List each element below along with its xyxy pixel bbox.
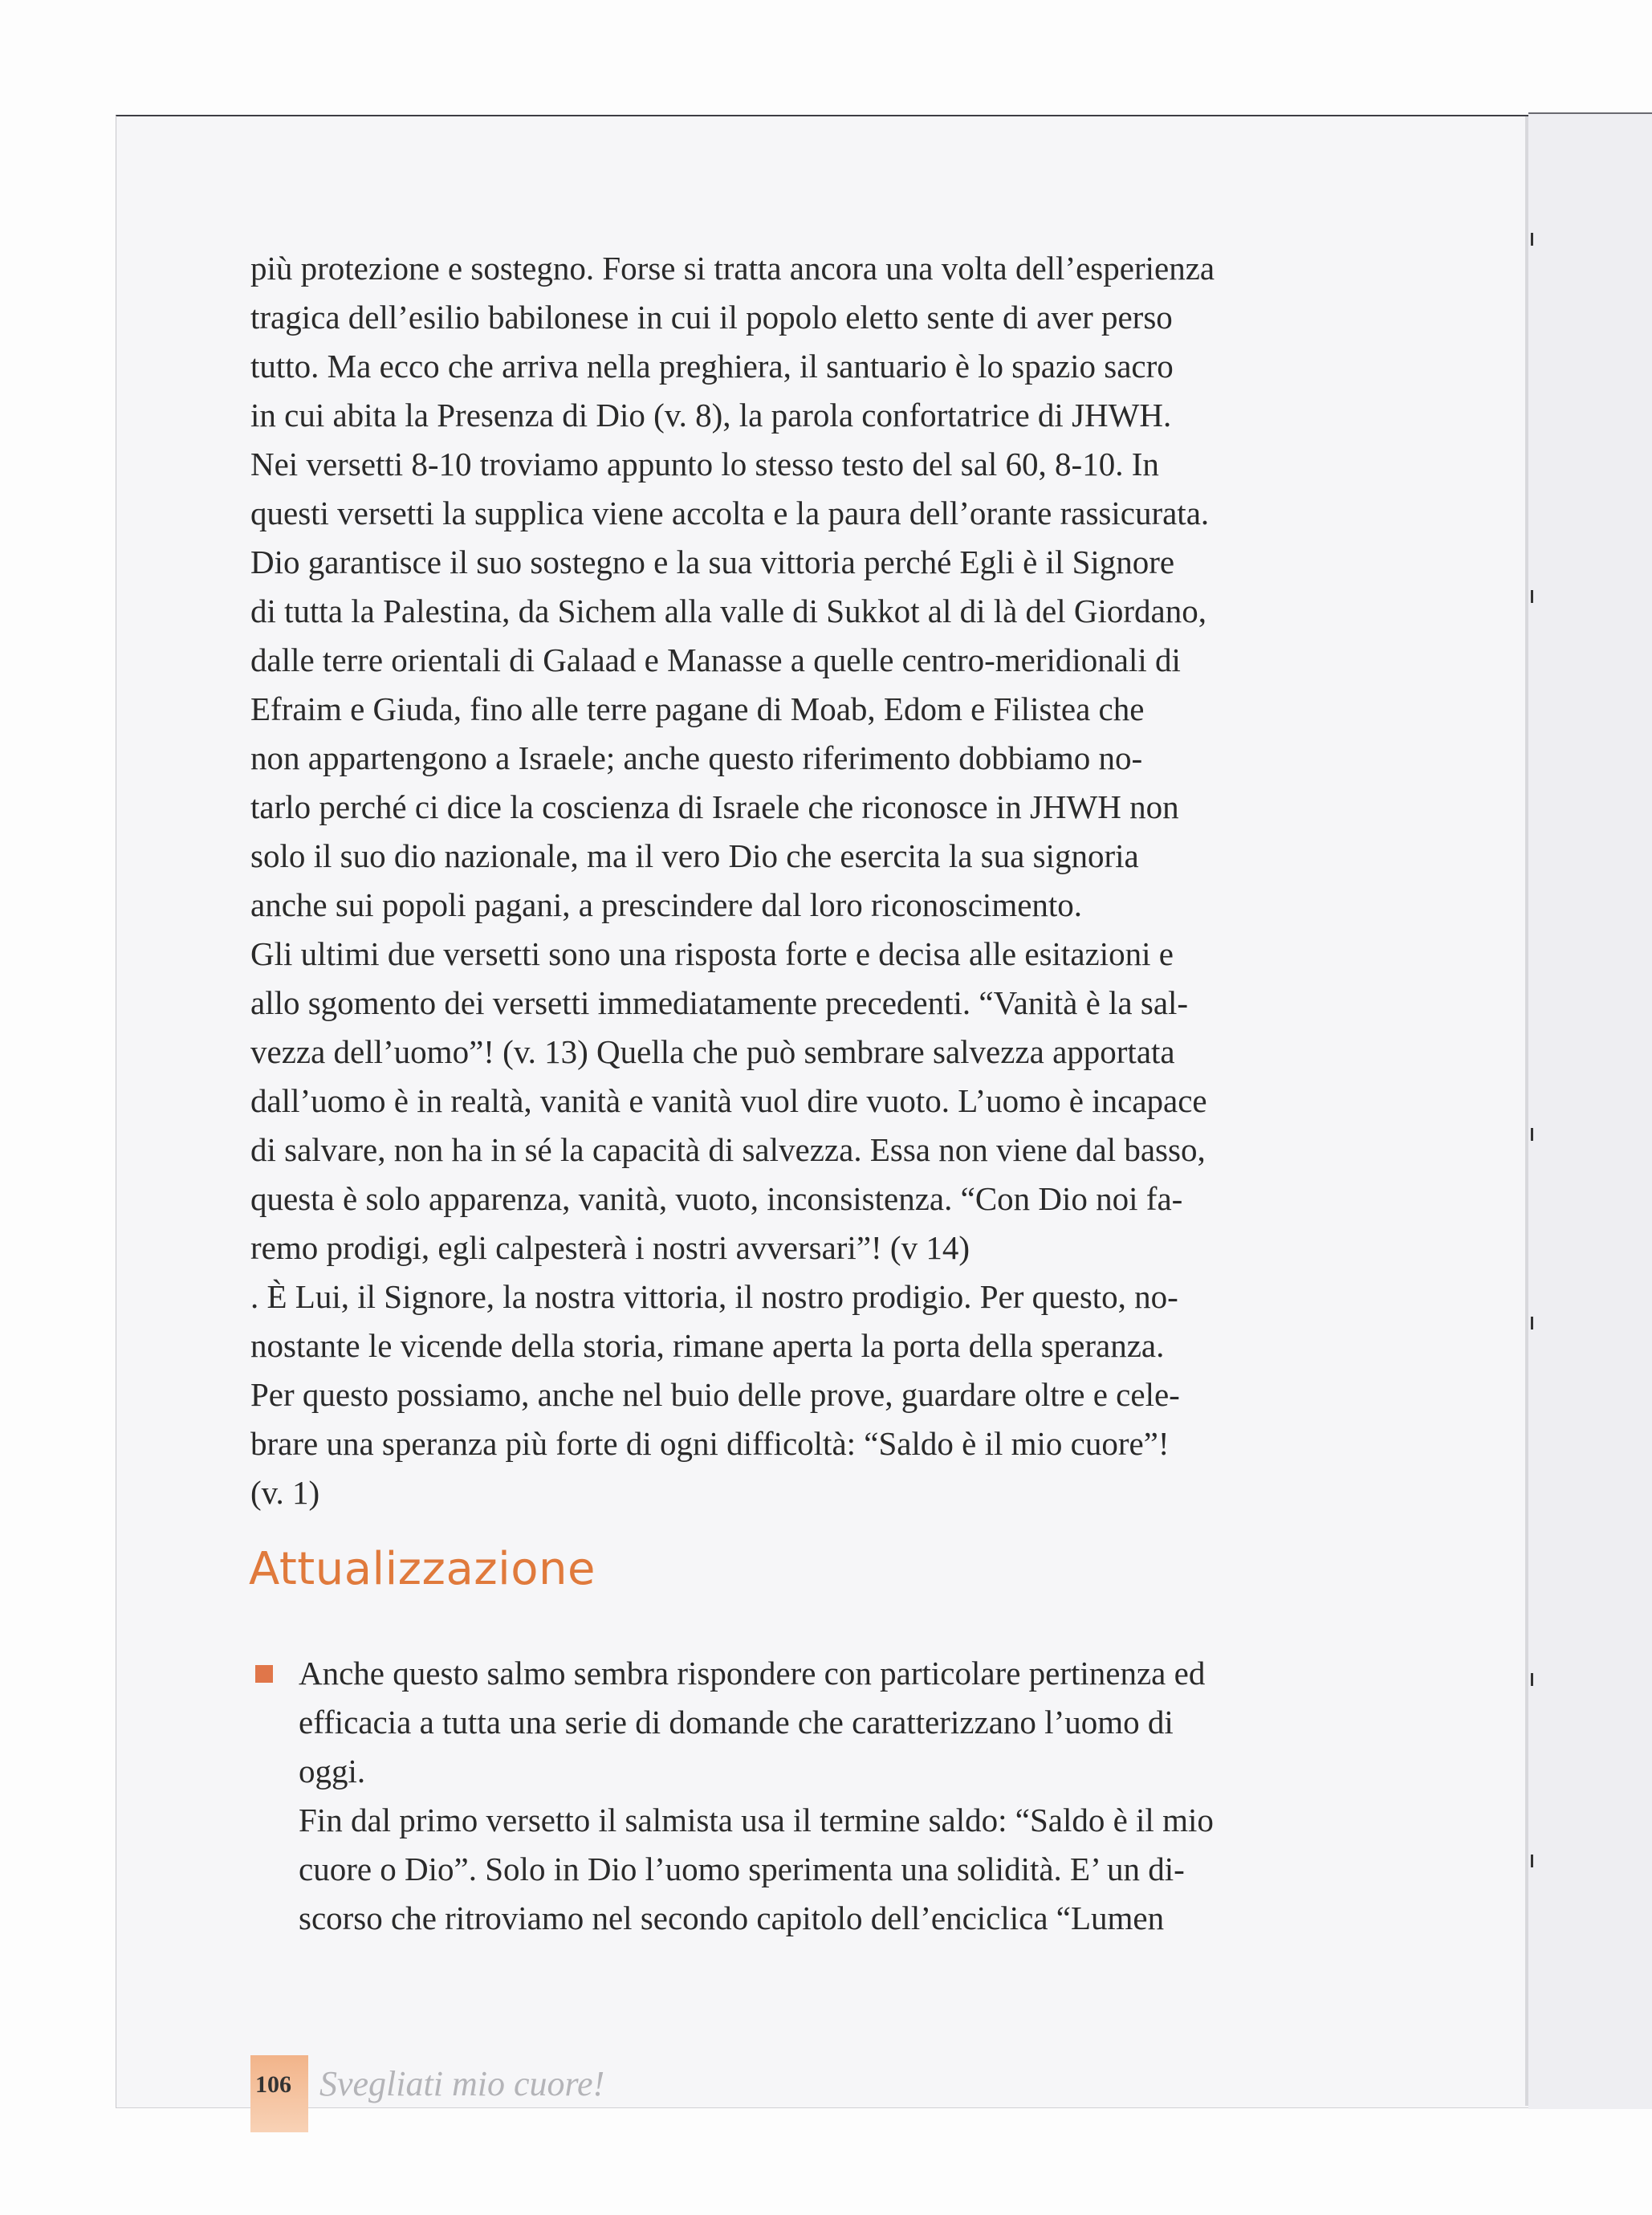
- bullet-line: oggi.: [299, 1753, 366, 1790]
- body-line: remo prodigi, egli calpesterà i nostri avversari”! (v 14): [250, 1229, 970, 1266]
- edge-mark: [1531, 1673, 1533, 1686]
- body-line: tragica dell’esilio babilonese in cui il popolo eletto sente di aver perso: [250, 299, 1173, 336]
- body-line: Efraim e Giuda, fino alle terre pagane di Moab, Edom e Filistea che: [250, 690, 1145, 727]
- edge-mark: [1531, 1128, 1533, 1141]
- body-line: anche sui popoli pagani, a prescindere dal loro riconoscimento.: [250, 886, 1083, 923]
- body-line: nostante le vicende della storia, rimane aperta la porta della speranza.: [250, 1327, 1165, 1364]
- body-line: dall’uomo è in realtà, vanità e vanità vuol dire vuoto. L’uomo è incapace: [250, 1082, 1207, 1119]
- body-line: . È Lui, il Signore, la nostra vittoria, il nostro prodigio. Per questo, no-: [250, 1278, 1178, 1315]
- body-line: Dio garantisce il suo sostegno e la sua vittoria perché Egli è il Signore: [250, 544, 1175, 580]
- body-line: di tutta la Palestina, da Sichem alla valle di Sukkot al di là del Giordano,: [250, 592, 1207, 629]
- bullet-line: scorso che ritroviamo nel secondo capitolo dell’enciclica “Lumen: [299, 1899, 1165, 1936]
- running-title: Svegliati mio cuore!: [319, 2064, 605, 2103]
- body-line: non appartengono a Israele; anche questo riferimento dobbiamo no-: [250, 739, 1143, 776]
- body-line: in cui abita la Presenza di Dio (v. 8), la parola confortatrice di JHWH.: [250, 397, 1172, 434]
- body-line: di salvare, non ha in sé la capacità di salvezza. Essa non viene dal basso,: [250, 1131, 1206, 1168]
- facing-page-edge: [1528, 112, 1652, 2109]
- body-line: (v. 1): [250, 1474, 320, 1511]
- edge-mark: [1531, 233, 1533, 246]
- section-title: Attualizzazione: [249, 1543, 596, 1595]
- body-line: allo sgomento dei versetti immediatamente precedenti. “Vanità è la sal-: [250, 984, 1189, 1021]
- bullet-paragraph: [250, 1649, 1371, 1943]
- body-line: dalle terre orientali di Galaad e Manasse a quelle centro-meridionali di: [250, 641, 1181, 678]
- square-bullet-icon: [255, 1665, 273, 1683]
- body-line: questa è solo apparenza, vanità, vuoto, inconsistenza. “Con Dio noi fa-: [250, 1180, 1183, 1217]
- body-line: questi versetti la supplica viene accolta e la paura dell’orante rassicurata.: [250, 495, 1210, 531]
- body-line: brare una speranza più forte di ogni difficoltà: “Saldo è il mio cuore”!: [250, 1425, 1170, 1462]
- bullet-line: Anche questo salmo sembra rispondere con particolare pertinenza ed: [299, 1655, 1206, 1692]
- edge-mark: [1531, 1317, 1533, 1329]
- edge-mark: [1531, 590, 1533, 603]
- body-line: solo il suo dio nazionale, ma il vero Dio che esercita la sua signoria: [250, 837, 1139, 874]
- bullet-line: cuore o Dio”. Solo in Dio l’uomo sperimenta una solidità. E’ un di-: [299, 1851, 1185, 1887]
- edge-mark: [1531, 1855, 1533, 1867]
- body-line: Per questo possiamo, anche nel buio delle prove, guardare oltre e cele-: [250, 1376, 1180, 1413]
- body-line: più protezione e sostegno. Forse si tratta ancora una volta dell’esperienza: [250, 250, 1215, 287]
- body-line: vezza dell’uomo”! (v. 13) Quella che può sembrare salvezza apportata: [250, 1033, 1175, 1070]
- body-line: tarlo perché ci dice la coscienza di Israele che riconosce in JHWH non: [250, 788, 1179, 825]
- bullet-line: efficacia a tutta una serie di domande che caratterizzano l’uomo di: [299, 1704, 1174, 1741]
- page-number: 106: [255, 2071, 291, 2098]
- body-text: [250, 244, 1371, 1517]
- bullet-line: Fin dal primo versetto il salmista usa il termine saldo: “Saldo è il mio: [299, 1802, 1214, 1838]
- body-line: Gli ultimi due versetti sono una risposta forte e decisa alle esitazioni e: [250, 935, 1174, 972]
- body-line: Nei versetti 8-10 troviamo appunto lo stesso testo del sal 60, 8-10. In: [250, 446, 1159, 482]
- bullet-text: [299, 1649, 1371, 1943]
- body-line: tutto. Ma ecco che arriva nella preghiera, il santuario è lo spazio sacro: [250, 348, 1174, 385]
